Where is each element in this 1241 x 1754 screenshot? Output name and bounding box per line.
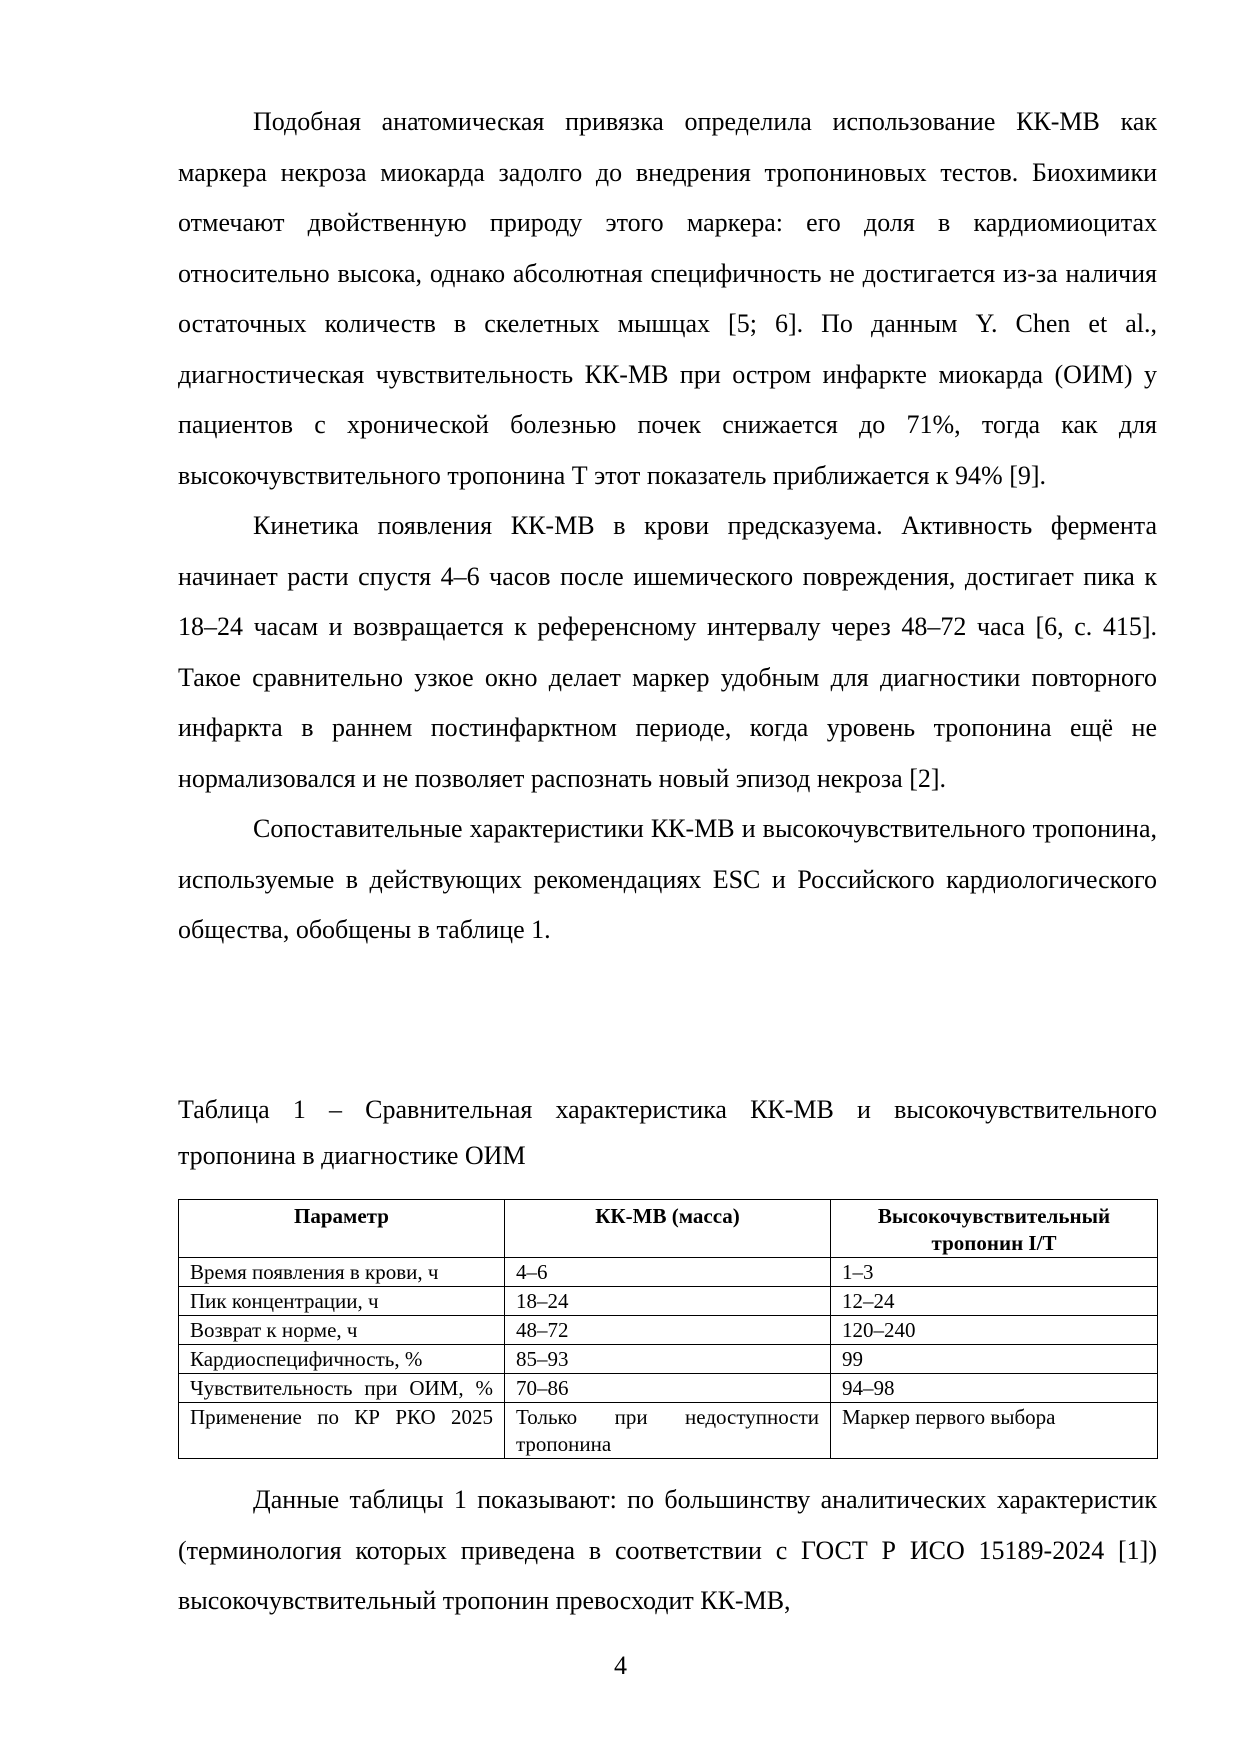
table-cell: 1–3 xyxy=(831,1258,1158,1287)
table-cell: 94–98 xyxy=(831,1374,1158,1403)
table-row xyxy=(179,1287,1158,1316)
table-row xyxy=(179,1316,1158,1345)
table-cell: 18–24 xyxy=(505,1287,831,1316)
table-cell: 99 xyxy=(831,1345,1158,1374)
table-cell: Кардиоспецифичность, % xyxy=(179,1345,505,1374)
table-cell: Только при недоступности тропонина xyxy=(505,1403,831,1459)
table-row xyxy=(179,1374,1158,1403)
table-row xyxy=(179,1345,1158,1374)
table-cell: Пик концентрации, ч xyxy=(179,1287,505,1316)
table-cell: 48–72 xyxy=(505,1316,831,1345)
paragraph-3: Сопоставительные характеристики КК-МВ и высокочувствительного тропонина, используемые в действующих рекомендациях ESC и Российского кардиологического общества, обобщены в таблице 1. xyxy=(178,814,1157,944)
table-row xyxy=(179,1403,1158,1459)
table-cell: 85–93 xyxy=(505,1345,831,1374)
table-cell: 12–24 xyxy=(831,1287,1158,1316)
table-header-cell: Параметр xyxy=(179,1200,505,1258)
table-caption: Таблица 1 – Сравнительная характеристика КК-МВ и высокочувствительного тропонина в диагностике ОИМ xyxy=(178,1095,1157,1170)
body-text-top xyxy=(178,97,1157,956)
table-cell: 4–6 xyxy=(505,1258,831,1287)
table-cell: 120–240 xyxy=(831,1316,1158,1345)
page-number: 4 xyxy=(614,1651,627,1680)
table-cell: Чувствительность при ОИМ, % xyxy=(179,1374,505,1403)
table-cell: 70–86 xyxy=(505,1374,831,1403)
table-caption-block xyxy=(178,1087,1157,1178)
paragraph-2: Кинетика появления КК-МВ в крови предсказуема. Активность фермента начинает расти спустя 4–6 часов после ишемического повреждения, достигает пика к 18–24 часам и возвращается к референсному интервалу через 48–72 часа [6, с. 415]. Такое сравнительно узкое окно делает маркер удобным для диагностики повторного инфаркта в раннем постинфарктном периоде, когда уровень тропонина ещё не нормализовался и не позволяет распознать новый эпизод некроза [2]. xyxy=(178,511,1157,793)
paragraph-4: Данные таблицы 1 показывают: по большинству аналитических характеристик (терминология которых приведена в соответствии с ГОСТ Р ИСО 15189-2024 [1]) высокочувствительный тропонин превосходит КК-МВ, xyxy=(178,1485,1157,1615)
table-row xyxy=(179,1258,1158,1287)
comparison-table xyxy=(178,1199,1158,1459)
table-header-cell: Высокочувствительный тропонин I/T xyxy=(831,1200,1158,1258)
table-cell: Применение по КР РКО 2025 xyxy=(179,1403,505,1459)
table-cell: Маркер первого выбора xyxy=(831,1403,1158,1459)
table-header-cell: КК-МВ (масса) xyxy=(505,1200,831,1258)
paragraph-1: Подобная анатомическая привязка определила использование КК-МВ как маркера некроза миокарда задолго до внедрения тропониновых тестов. Биохимики отмечают двойственную природу этого маркера: его доля в кардиомиоцитах относительно высока, однако абсолютная специфичность не достигается из-за наличия остаточных количеств в скелетных мышцах [5; 6]. По данным Y. Chen et al., диагностическая чувствительность КК-МВ при остром инфаркте миокарда (ОИМ) у пациентов с хронической болезнью почек снижается до 71%, тогда как для высокочувствительного тропонина Т этот показатель приближается к 94% [9]. xyxy=(178,107,1157,490)
table-cell: Время появления в крови, ч xyxy=(179,1258,505,1287)
table-cell: Возврат к норме, ч xyxy=(179,1316,505,1345)
table-header-row xyxy=(179,1200,1158,1258)
body-text-bottom xyxy=(178,1475,1157,1627)
